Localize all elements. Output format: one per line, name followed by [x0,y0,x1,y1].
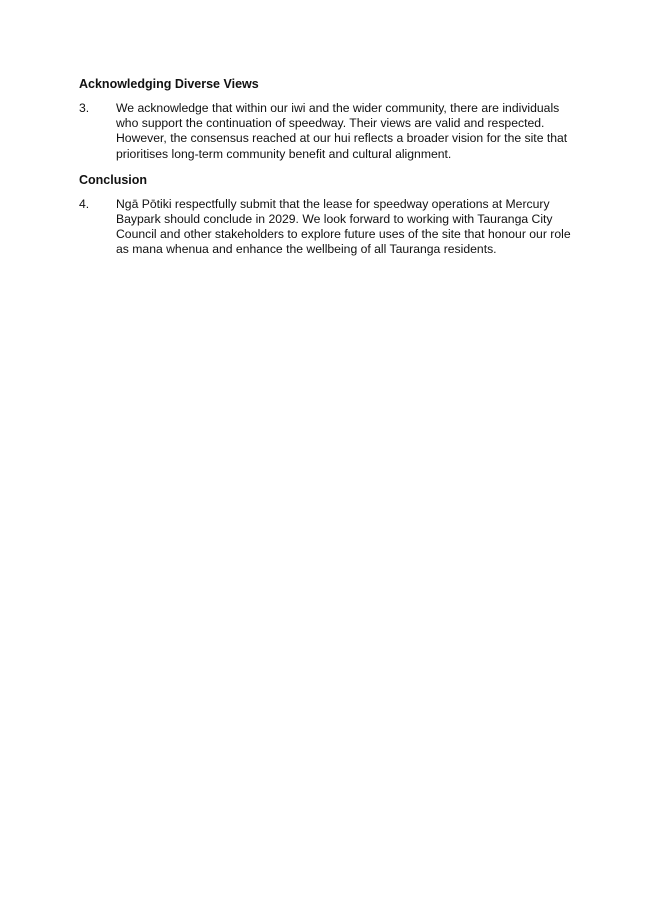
paragraph-line: as mana whenua and enhance the wellbeing of all Tauranga residents. [116,242,497,257]
paragraph-line: Ngā Pōtiki respectfully submit that the lease for speedway operations at Mercury [116,196,550,211]
paragraph-line: We acknowledge that within our iwi and the wider community, there are individuals [116,101,560,115]
section-conclusion [79,172,569,258]
paragraph-text [116,101,569,162]
document-body [79,76,569,268]
numbered-paragraph [79,101,569,162]
paragraph-line: Baypark should conclude in 2029. We look forward to working with Tauranga City [116,212,553,227]
section-heading: Acknowledging Diverse Views [79,77,259,91]
paragraph-number: 4. [79,196,90,211]
paragraph-number: 3. [79,101,90,115]
paragraph-line: However, the consensus reached at our hui reflects a broader vision for the site that [116,131,568,146]
paragraph-text [116,197,571,258]
numbered-paragraph [79,197,569,258]
section-heading: Conclusion [79,172,148,187]
paragraph-line: prioritises long-term community benefit and cultural alignment. [116,146,452,161]
paragraph-line: Council and other stakeholders to explore future uses of the site that honour our role [116,227,571,242]
paragraph-line: who support the continuation of speedway. Their views are valid and respected. [116,116,545,131]
section-acknowledging-diverse-views [79,76,569,162]
